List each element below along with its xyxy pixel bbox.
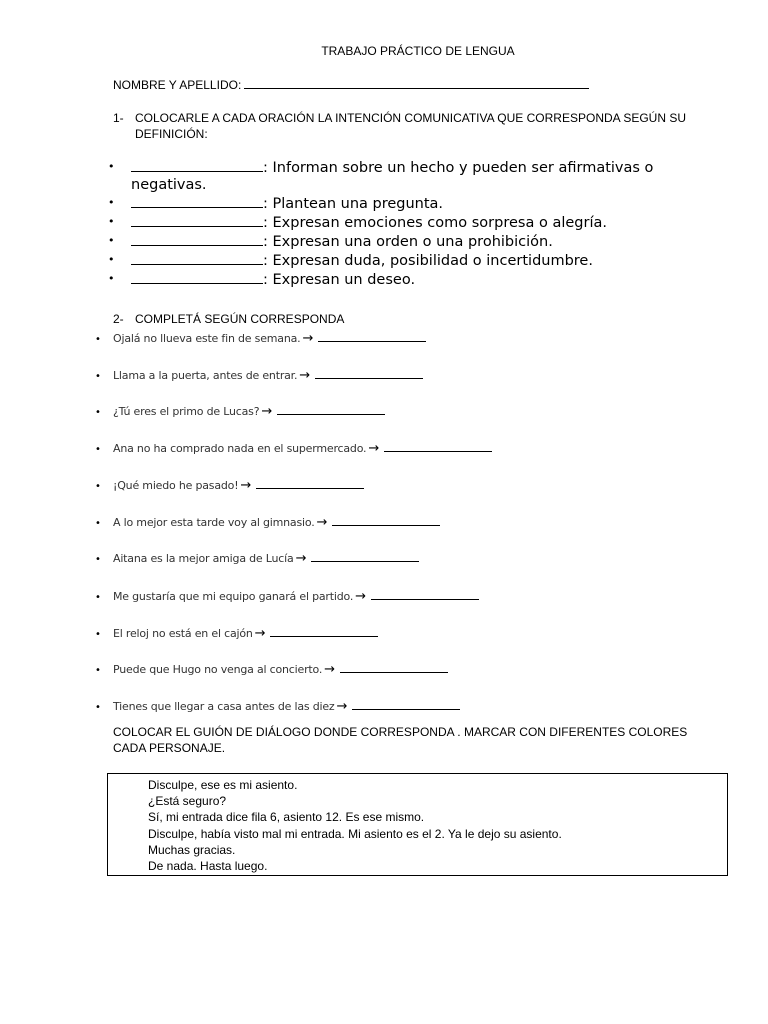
question-2-text: COMPLETÁ SEGÚN CORRESPONDA bbox=[135, 312, 345, 326]
answer-blank[interactable] bbox=[318, 332, 426, 342]
question-1-number: 1- bbox=[113, 111, 124, 125]
answer-blank[interactable] bbox=[131, 213, 263, 227]
answer-blank[interactable] bbox=[352, 700, 460, 710]
arrow-icon: → bbox=[295, 551, 307, 566]
answer-blank[interactable] bbox=[332, 516, 440, 526]
sentence-item: • Tienes que llegar a casa antes de las diez → bbox=[95, 699, 460, 714]
sentence-item: • A lo mejor esta tarde voy al gimnasio. → bbox=[95, 515, 440, 530]
question-2-number: 2- bbox=[113, 312, 124, 326]
dialogue-line: De nada. Hasta luego. bbox=[148, 859, 268, 874]
name-blank-line[interactable] bbox=[244, 78, 589, 89]
sentence-item: • ¿Tú eres el primo de Lucas? → bbox=[95, 404, 385, 419]
arrow-icon: → bbox=[355, 589, 366, 604]
answer-blank[interactable] bbox=[371, 590, 479, 600]
question-3-text: COLOCAR EL GUIÓN DE DIÁLOGO DONDE CORRESPONDA . MARCAR CON DIFERENTES COLORES CADA PERSONAJE. bbox=[113, 725, 688, 755]
answer-blank[interactable] bbox=[131, 194, 263, 208]
arrow-icon: → bbox=[324, 662, 335, 677]
dialogue-line: Muchas gracias. bbox=[148, 842, 236, 857]
definition-list bbox=[108, 158, 698, 289]
answer-blank[interactable] bbox=[311, 552, 419, 562]
dialogue-line: Sí, mi entrada dice fila 6, asiento 12. Es ese mismo. bbox=[148, 810, 425, 825]
page-title: TRABAJO PRÁCTICO DE LENGUA bbox=[321, 44, 515, 58]
dialogue-line: Disculpe, había visto mal mi entrada. Mi asiento es el 2. Ya le dejo su asiento. bbox=[148, 826, 562, 841]
question-1 bbox=[113, 110, 720, 142]
sentence-item: • Ana no ha comprado nada en el supermercado. → bbox=[95, 441, 492, 456]
arrow-icon: → bbox=[240, 478, 252, 493]
arrow-icon: → bbox=[336, 699, 348, 714]
definition-item: • : Expresan una orden o una prohibición. bbox=[108, 232, 698, 251]
dialogue-line: ¿Está seguro? bbox=[148, 794, 227, 809]
sentence-item: • El reloj no está en el cajón → bbox=[95, 626, 378, 641]
name-label: NOMBRE Y APELLIDO: bbox=[113, 78, 242, 92]
question-1-text: COLOCARLE A CADA ORACIÓN LA INTENCIÓN COMUNICATIVA QUE CORRESPONDA SEGÚN SU bbox=[135, 111, 686, 125]
sentence-item: • Aitana es la mejor amiga de Lucía → bbox=[95, 551, 419, 566]
arrow-icon: → bbox=[316, 515, 328, 530]
question-2 bbox=[113, 312, 344, 326]
sentence-item: • Puede que Hugo no venga al concierto. → bbox=[95, 662, 448, 677]
dialogue-box bbox=[107, 773, 728, 876]
arrow-icon: → bbox=[254, 626, 266, 641]
sentence-item: • Me gustaría que mi equipo ganará el partido. → bbox=[95, 589, 479, 604]
answer-blank[interactable] bbox=[131, 158, 263, 172]
answer-blank[interactable] bbox=[277, 405, 385, 415]
sentence-item: • Ojalá no llueva este fin de semana. → bbox=[95, 331, 426, 346]
dialogue-line: Disculpe, ese es mi asiento. bbox=[148, 778, 298, 792]
answer-blank[interactable] bbox=[131, 270, 263, 284]
arrow-icon: → bbox=[302, 331, 314, 346]
arrow-icon: → bbox=[299, 368, 310, 383]
definition-item: • : Expresan duda, posibilidad o incertidumbre. bbox=[108, 251, 698, 270]
definition-item: • : Expresan un deseo. bbox=[108, 270, 698, 289]
definition-item: • : Informan sobre un hecho y pueden ser afirmativas o negativas. bbox=[108, 158, 698, 194]
answer-blank[interactable] bbox=[131, 251, 263, 265]
definition-item: • : Expresan emociones como sorpresa o alegría. bbox=[108, 213, 698, 232]
sentence-item: • ¡Qué miedo he pasado! → bbox=[95, 478, 364, 493]
sentence-item: • Llama a la puerta, antes de entrar. → bbox=[95, 368, 423, 383]
answer-blank[interactable] bbox=[270, 627, 378, 637]
question-1-text-cont: DEFINICIÓN: bbox=[135, 127, 208, 141]
arrow-icon: → bbox=[368, 441, 380, 456]
arrow-icon: → bbox=[261, 404, 273, 419]
answer-blank[interactable] bbox=[315, 369, 423, 379]
answer-blank[interactable] bbox=[384, 442, 492, 452]
answer-blank[interactable] bbox=[256, 479, 364, 489]
answer-blank[interactable] bbox=[131, 232, 263, 246]
name-field bbox=[113, 78, 589, 92]
definition-item: • : Plantean una pregunta. bbox=[108, 194, 698, 213]
answer-blank[interactable] bbox=[340, 663, 448, 673]
